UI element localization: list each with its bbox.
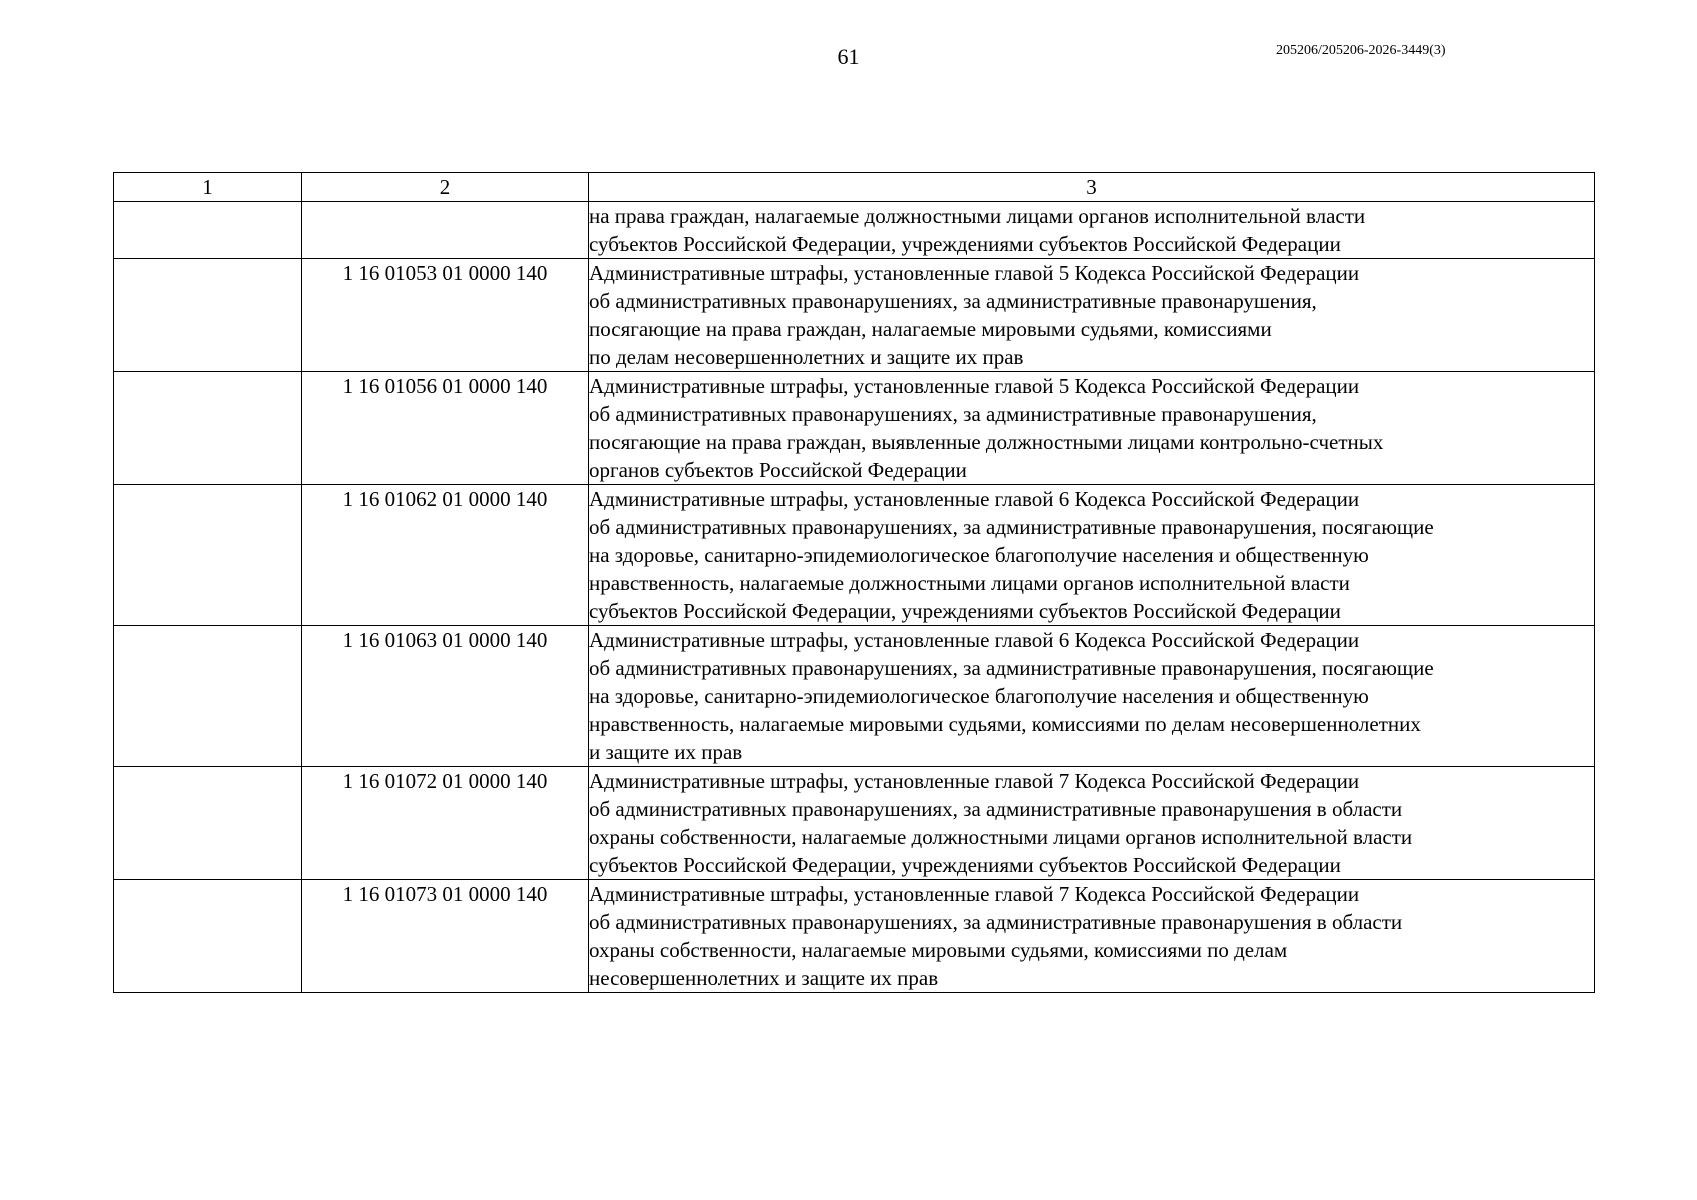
description-line: по делам несовершеннолетних и защите их прав: [589, 345, 1024, 369]
column-header-1: 1: [114, 173, 302, 202]
description-line: охраны собственности, налагаемые должностными лицами органов исполнительной власти: [589, 825, 1413, 849]
description-line: об административных правонарушениях, за административные правонарушения,: [589, 289, 1317, 313]
table-row: [114, 485, 1595, 626]
description-line: Административные штрафы, установленные главой 6 Кодекса Российской Федерации: [589, 487, 1360, 511]
cell-col1: [114, 767, 302, 880]
description-line: субъектов Российской Федерации, учреждениями субъектов Российской Федерации: [589, 599, 1341, 623]
table-row: [114, 767, 1595, 880]
description-line: об административных правонарушениях, за административные правонарушения в области: [589, 797, 1403, 821]
table-body: [114, 202, 1595, 993]
description-cell: [589, 372, 1595, 485]
description-line: органов субъектов Российской Федерации: [589, 458, 967, 482]
budget-code-cell: 1 16 01072 01 0000 140: [302, 767, 589, 880]
table-row: [114, 372, 1595, 485]
table-row: [114, 202, 1595, 259]
description-line: на здоровье, санитарно-эпидемиологическое благополучие населения и общественную: [589, 543, 1369, 567]
description-line: охраны собственности, налагаемые мировыми судьями, комиссиями по делам: [589, 938, 1288, 962]
description-cell: [589, 202, 1595, 259]
description-line: посягающие на права граждан, налагаемые мировыми судьями, комиссиями: [589, 317, 1272, 341]
description-line: на права граждан, налагаемые должностными лицами органов исполнительной власти: [589, 204, 1366, 228]
description-cell: [589, 626, 1595, 767]
description-line: об административных правонарушениях, за административные правонарушения, посягающие: [589, 515, 1434, 539]
budget-code-cell: 1 16 01053 01 0000 140: [302, 259, 589, 372]
description-line: на здоровье, санитарно-эпидемиологическое благополучие населения и общественную: [589, 684, 1369, 708]
cell-col1: [114, 626, 302, 767]
cell-col1: [114, 880, 302, 993]
description-cell: [589, 767, 1595, 880]
description-line: несовершеннолетних и защите их прав: [589, 966, 939, 990]
budget-code-cell: 1 16 01056 01 0000 140: [302, 372, 589, 485]
description-line: об административных правонарушениях, за административные правонарушения в области: [589, 910, 1403, 934]
description-line: субъектов Российской Федерации, учреждениями субъектов Российской Федерации: [589, 853, 1341, 877]
budget-code-cell: 1 16 01073 01 0000 140: [302, 880, 589, 993]
description-line: и защите их прав: [589, 740, 743, 764]
description-line: Административные штрафы, установленные главой 7 Кодекса Российской Федерации: [589, 882, 1360, 906]
column-header-3: 3: [589, 173, 1595, 202]
budget-code-cell: 1 16 01062 01 0000 140: [302, 485, 589, 626]
budget-code-cell: 1 16 01063 01 0000 140: [302, 626, 589, 767]
description-line: об административных правонарушениях, за административные правонарушения, посягающие: [589, 656, 1434, 680]
document-id: 205206/205206-2026-3449(3): [1276, 43, 1446, 58]
description-cell: [589, 880, 1595, 993]
description-cell: [589, 485, 1595, 626]
budget-classification-table: [113, 172, 1595, 993]
description-line: об административных правонарушениях, за административные правонарушения,: [589, 402, 1317, 426]
table-row: [114, 626, 1595, 767]
column-header-2: 2: [302, 173, 589, 202]
description-line: Административные штрафы, установленные главой 6 Кодекса Российской Федерации: [589, 628, 1360, 652]
description-line: Административные штрафы, установленные главой 5 Кодекса Российской Федерации: [589, 374, 1360, 398]
cell-col1: [114, 202, 302, 259]
table-row: [114, 880, 1595, 993]
description-line: Административные штрафы, установленные главой 5 Кодекса Российской Федерации: [589, 261, 1360, 285]
description-line: нравственность, налагаемые должностными лицами органов исполнительной власти: [589, 571, 1350, 595]
page-number: 61: [837, 44, 860, 69]
table-row: [114, 259, 1595, 372]
description-line: нравственность, налагаемые мировыми судьями, комиссиями по делам несовершеннолетних: [589, 712, 1421, 736]
description-line: субъектов Российской Федерации, учреждениями субъектов Российской Федерации: [589, 232, 1341, 256]
budget-code-cell: [302, 202, 589, 259]
description-cell: [589, 259, 1595, 372]
cell-col1: [114, 259, 302, 372]
description-line: Административные штрафы, установленные главой 7 Кодекса Российской Федерации: [589, 769, 1360, 793]
table-header-row: [114, 173, 1595, 202]
cell-col1: [114, 372, 302, 485]
cell-col1: [114, 485, 302, 626]
description-line: посягающие на права граждан, выявленные должностными лицами контрольно-счетных: [589, 430, 1384, 454]
